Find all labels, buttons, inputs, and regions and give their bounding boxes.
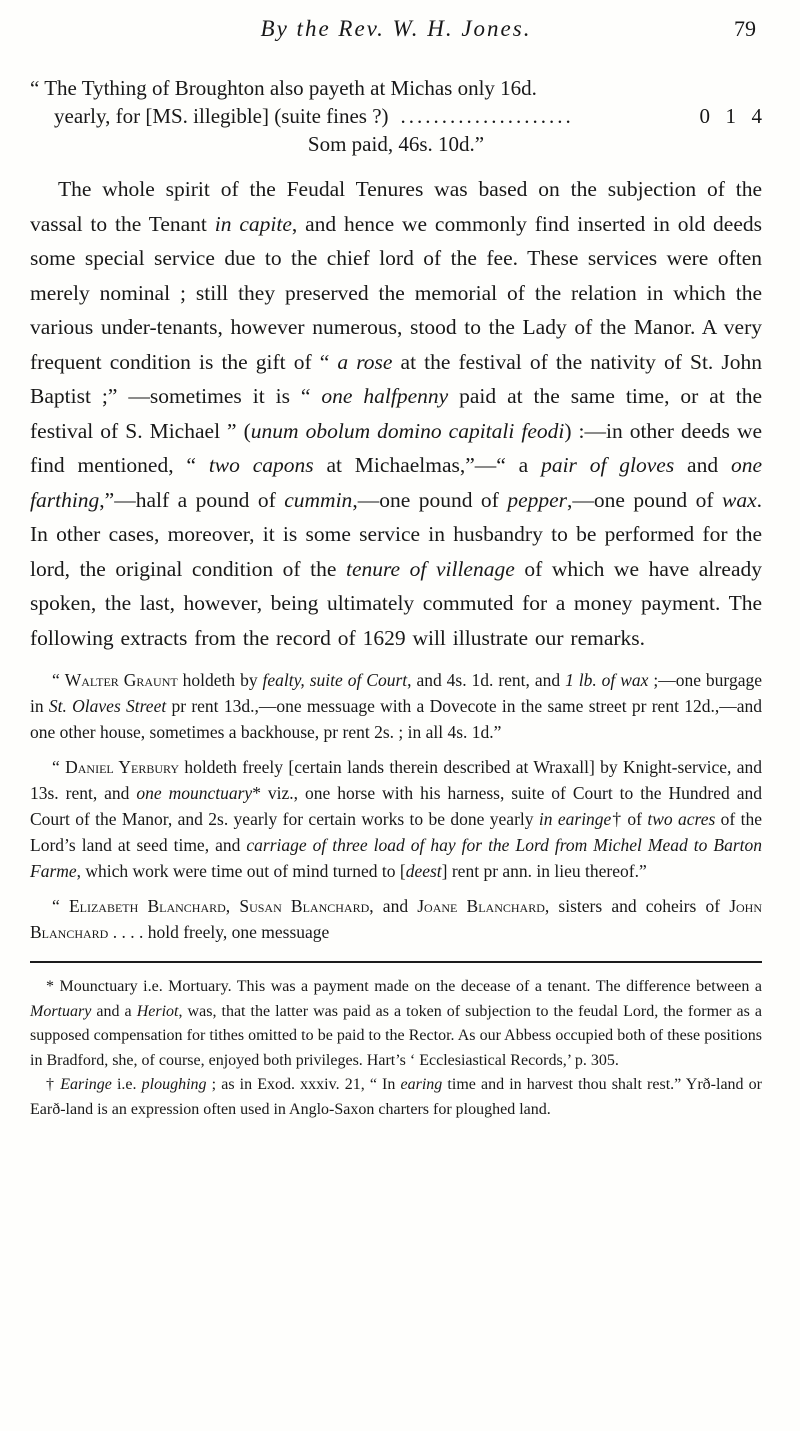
amount-pence: 4 (751, 104, 762, 128)
quote-line-1: “ The Tything of Broughton also payeth at Michas only 16d. (30, 76, 537, 100)
extract-walter-graunt: “ Walter Graunt holdeth by fealty, suite of Court, and 4s. 1d. rent, and 1 lb. of wax ;—one burgage in St. Olaves Street pr rent 13d.,—one messuage with a Dovecote in the same street pr rent 12d.,—and one other house, sometimes a backhouse, pr rent 2s. ; in all 4s. 1d.” (30, 670, 762, 742)
main-paragraph: The whole spirit of the Feudal Tenures was based on the subjection of the vassal to the Tenant in capite, and hence we commonly find inserted in old deeds some special service due to the chief lord of the fee. These services were often merely nominal ; still they preserved the memorial of the relation in which the various under-tenants, however numerous, stood to the Lady of the Manor. A very frequent condition is the gift of “ a rose at the festival of the nativity of St. John Baptist ;” —sometimes it is “ one halfpenny paid at the same time, or at the festival of S. Michael ” (unum obolum domino capitali feodi) :—in other deeds we find mentioned, “ two capons at Michaelmas,”—“ a pair of gloves and one farthing,”—half a pound of cummin,—one pound of pepper,—one pound of wax. In other cases, moreover, it is some service in husbandry to be performed for the lord, the original condition of the tenure of villenage of which we have already spoken, the last, however, being ultimately commuted for a money payment. The following extracts from the record of 1629 will illustrate our remarks. (30, 177, 763, 650)
extract-blanchard-sisters: “ Elizabeth Blanchard, Susan Blanchard, and Joane Blanchard, sisters and coheirs of John Blanchard . . . . hold freely, one messuage (30, 896, 762, 942)
quote-line-2-text: yearly, for [MS. illegible] (suite fines ?) (54, 104, 389, 128)
quote-line-2 (30, 102, 762, 130)
footnote-separator-rule (30, 961, 762, 963)
opening-quote-block (30, 74, 762, 158)
page-header (30, 16, 762, 42)
footnote-mounctuary: * Mounctuary i.e. Mortuary. This was a payment made on the decease of a tenant. The difference between a Mortuary and a Heriot, was, that the latter was paid as a token of subjection to the feudal Lord, the former as a supposed compensation for tithes omitted to be paid to the Rector. As our Abbess occupied both of these positions in Bradford, she, of course, enjoyed both privileges. Hart’s ‘ Ecclesiastical Records,’ p. 305. (30, 978, 763, 1069)
extract-daniel-yerbury: “ Daniel Yerbury holdeth freely [certain lands therein described at Wraxall] by Knight-service, and 13s. rent, and one mounctuary* viz., one horse with his harness, suite of Court to the Hundred and Court of the Manor, and 2s. yearly for certain works to be done yearly in earinge† of two acres of the Lord’s land at seed time, and carriage of three load of hay for the Lord from Michel Mead to Barton Farme, which work were time out of mind turned to [deest] rent pr ann. in lieu thereof.” (30, 757, 763, 881)
dotted-leader: ..................... (400, 104, 574, 128)
running-header-title: By the Rev. W. H. Jones. (260, 16, 532, 41)
amount-pounds: 0 (699, 104, 710, 128)
page-number: 79 (734, 16, 756, 41)
footnote-earinge: † Earinge i.e. ploughing ; as in Exod. xxxiv. 21, “ In earing time and in harvest thou shalt rest.” Yrð-land or Earð-land is an expression often used in Anglo-Saxon charters for ploughed land. (30, 1076, 763, 1118)
quote-line-3: Som paid, 46s. 10d.” (307, 132, 485, 156)
amount-shillings: 1 (725, 104, 736, 128)
